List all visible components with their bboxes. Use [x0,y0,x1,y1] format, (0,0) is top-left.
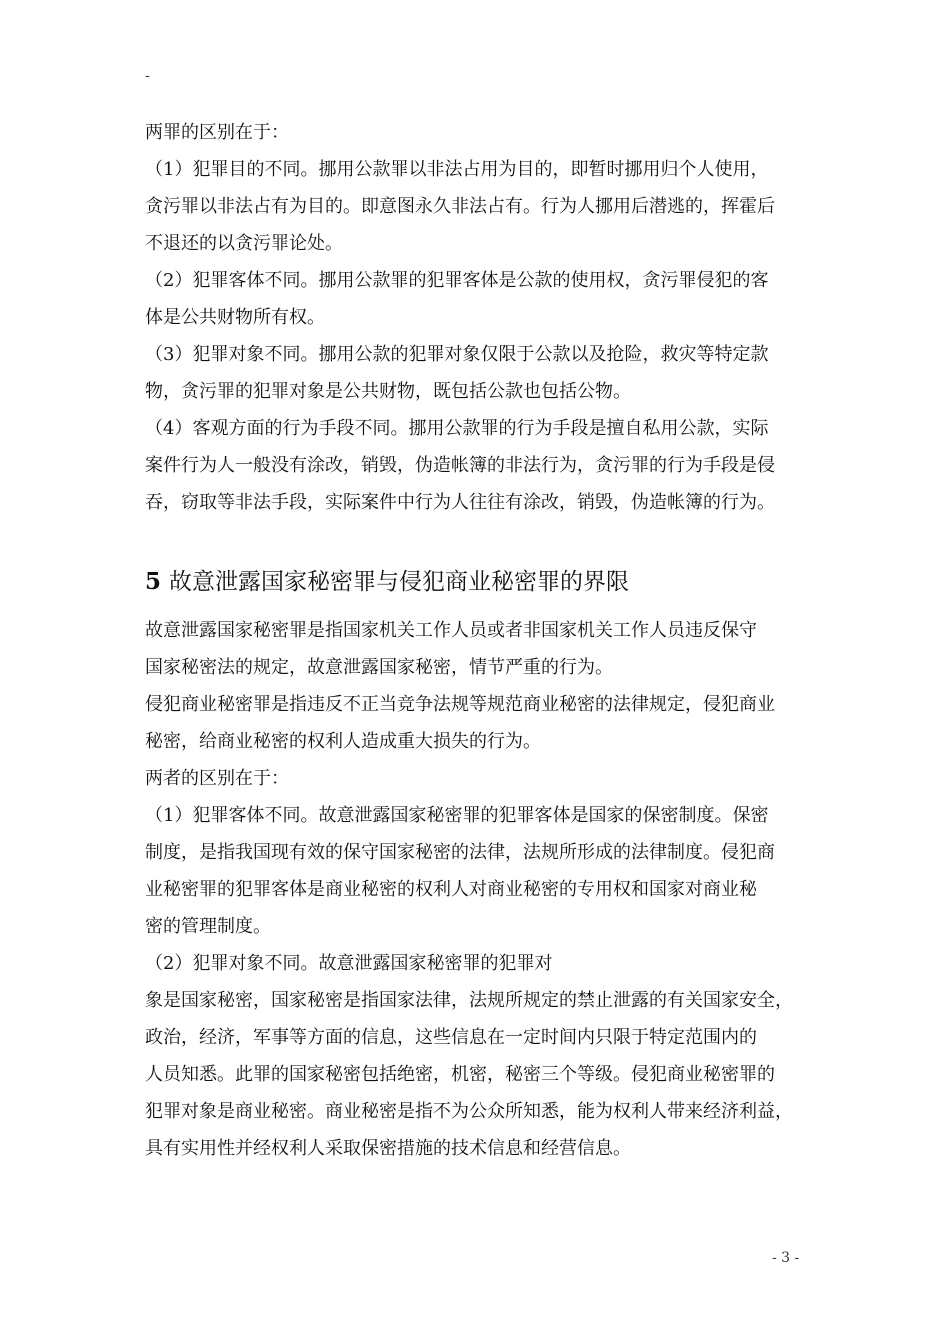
paragraph-line: 具有实用性并经权利人采取保密措施的技术信息和经营信息。 [145,1138,631,1159]
page-number: - 3 - [772,1250,800,1266]
paragraph-line: 贪污罪以非法占有为目的。即意图永久非法占有。行为人挪用后潜逃的，挥霍后 [145,196,775,217]
section-heading-text: 故意泄露国家秘密罪与侵犯商业秘密罪的界限 [169,569,630,595]
header-mark: - [145,68,150,84]
paragraph-line: 业秘密罪的犯罪客体是商业秘密的权利人对商业秘密的专用权和国家对商业秘 [145,879,757,900]
section-secrets-boundary [145,612,815,1167]
paragraph-line: 秘密，给商业秘密的权利人造成重大损失的行为。 [145,731,541,752]
paragraph-line: （1）犯罪客体不同。故意泄露国家秘密罪的犯罪客体是国家的保密制度。保密 [145,805,769,826]
paragraph-line: 密的管理制度。 [145,916,271,937]
paragraph-line: 故意泄露国家秘密罪是指国家机关工作人员或者非国家机关工作人员违反保守 [145,620,757,641]
paragraph-line: 案件行为人一般没有涂改，销毁，伪造帐簿的非法行为，贪污罪的行为手段是侵 [145,455,775,476]
section-heading-number: 5 [145,568,162,595]
paragraph-line: 侵犯商业秘密罪是指违反不正当竞争法规等规范商业秘密的法律规定，侵犯商业 [145,694,775,715]
paragraph-line: 不退还的以贪污罪论处。 [145,233,343,254]
paragraph-line: 国家秘密法的规定，故意泄露国家秘密，情节严重的行为。 [145,657,613,678]
section-embezzlement-differences [145,114,815,521]
paragraph-line: 制度，是指我国现有效的保守国家秘密的法律，法规所形成的法律制度。侵犯商 [145,842,775,863]
paragraph-line: （3）犯罪对象不同。挪用公款的犯罪对象仅限于公款以及抢险，救灾等特定款 [145,344,769,365]
section-heading [145,562,629,602]
paragraph-line: （2）犯罪客体不同。挪用公款罪的犯罪客体是公款的使用权，贪污罪侵犯的客 [145,270,769,291]
paragraph-line: 两者的区别在于： [145,768,289,789]
paragraph-line: （4）客观方面的行为手段不同。挪用公款罪的行为手段是擅自私用公款，实际 [145,418,769,439]
paragraph-line: 物，贪污罪的犯罪对象是公共财物，既包括公款也包括公物。 [145,381,631,402]
paragraph-line: 人员知悉。此罪的国家秘密包括绝密，机密，秘密三个等级。侵犯商业秘密罪的 [145,1064,775,1085]
paragraph-line: （1）犯罪目的不同。挪用公款罪以非法占用为目的，即暂时挪用归个人使用， [145,159,769,180]
paragraph-line: 体是公共财物所有权。 [145,307,325,328]
paragraph-line: （2）犯罪对象不同。故意泄露国家秘密罪的犯罪对 [145,953,553,974]
paragraph-line: 两罪的区别在于： [145,122,289,143]
paragraph-line: 吞，窃取等非法手段，实际案件中行为人往往有涂改，销毁，伪造帐簿的行为。 [145,492,775,513]
paragraph-line: 犯罪对象是商业秘密。商业秘密是指不为公众所知悉，能为权利人带来经济利益， [145,1101,793,1122]
paragraph-line: 象是国家秘密，国家秘密是指国家法律，法规所规定的禁止泄露的有关国家安全， [145,990,793,1011]
paragraph-line: 政治，经济，军事等方面的信息，这些信息在一定时间内只限于特定范围内的 [145,1027,757,1048]
